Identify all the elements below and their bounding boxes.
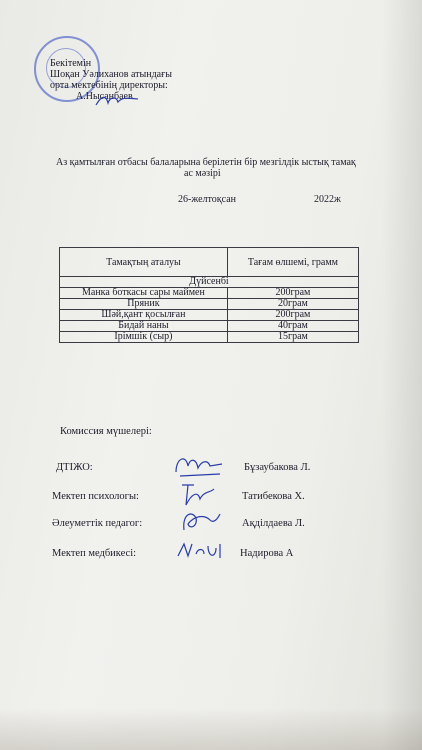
member-name: Татибекова Х.	[242, 491, 305, 502]
menu-year: 2022ж	[314, 194, 341, 205]
menu-date: 26-желтоқсан	[178, 194, 236, 205]
dish-amount: 20грам	[227, 299, 358, 310]
approval-line-4: А.Нысанбаев	[76, 91, 133, 102]
approval-line-3: орта мектебінің директоры:	[50, 80, 168, 91]
member-role: Мектеп медбикесі:	[52, 548, 137, 559]
approval-line-1: Бекітемін	[50, 58, 92, 69]
member-role: Әлеуметтік педагог:	[52, 518, 143, 529]
dish-name: Манка боткасы сары маймен	[60, 288, 228, 299]
dish-amount: 40грам	[227, 321, 358, 332]
dish-name: Бидай наны	[60, 321, 228, 332]
member-name: Надирова А	[240, 548, 294, 559]
menu-title	[56, 157, 386, 179]
header-dish-name: Тамақтың аталуы	[60, 248, 228, 277]
member-signature	[170, 450, 230, 480]
member-signature	[170, 536, 230, 566]
commission-heading: Комиссия мүшелері:	[60, 426, 152, 437]
approval-line-2: Шоқан Уәлиханов атындағы	[50, 69, 172, 80]
dish-amount: 200грам	[227, 310, 358, 321]
day-cell: Дүйсенбі	[60, 277, 359, 288]
director-signature	[94, 93, 140, 109]
table-row	[60, 332, 359, 343]
dish-name: Пряник	[60, 299, 228, 310]
member-role: Мектеп психологы:	[52, 491, 139, 502]
commission-member-row	[0, 548, 422, 570]
member-name: Бұзаубакова Л.	[244, 462, 311, 473]
table-row	[60, 299, 359, 310]
table-row-day	[60, 277, 359, 288]
dish-name: Шәй,қант қосылған	[60, 310, 228, 321]
tablecloth-edge	[0, 708, 422, 750]
menu-table	[59, 247, 359, 343]
member-signature	[170, 506, 230, 536]
member-signature	[170, 479, 230, 509]
dish-amount: 200грам	[227, 288, 358, 299]
table-row	[60, 321, 359, 332]
table-row	[60, 288, 359, 299]
menu-title-line-2: ас мәзірі	[184, 168, 221, 179]
dish-name: Ірімшік (сыр)	[60, 332, 228, 343]
header-portion-size: Тағам өлшемі, грамм	[227, 248, 358, 277]
dish-amount: 15грам	[227, 332, 358, 343]
menu-title-line-1: Аз қамтылған отбасы балаларына берілетін бір мезгілдік ыстық тамақ	[56, 157, 356, 168]
member-name: Ақділдаева Л.	[242, 518, 305, 529]
table-row	[60, 310, 359, 321]
member-role: ДТІЖО:	[56, 462, 93, 473]
table-header-row	[60, 248, 359, 277]
page-shadow	[382, 0, 422, 750]
